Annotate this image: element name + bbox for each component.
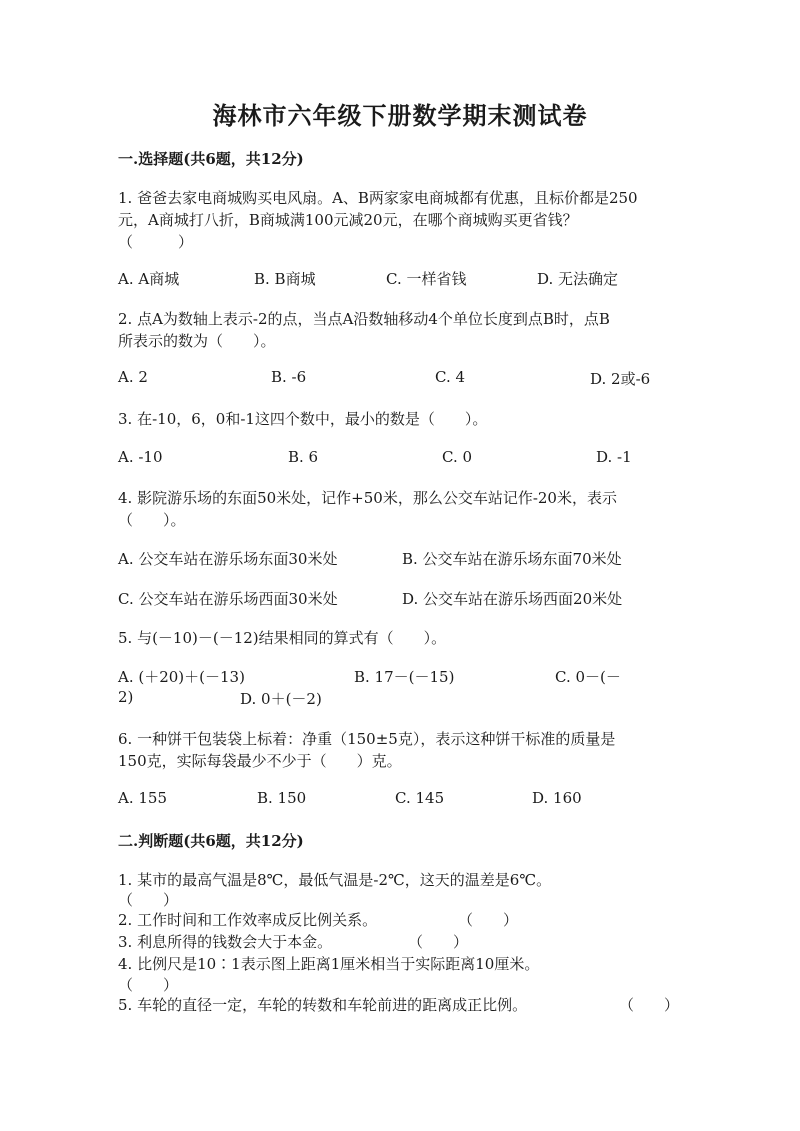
option-c[interactable]: C. 一样省钱 <box>386 270 467 288</box>
page-title: 海林市六年级下册数学期末测试卷 <box>212 101 588 130</box>
option-a[interactable]: A. 155 <box>118 789 167 807</box>
option-c-continued: 2) <box>118 688 134 706</box>
section-heading-judgement: 二.判断题(共6题，共12分) <box>118 832 304 850</box>
question-4-options-row-2 <box>118 588 688 610</box>
question-4-line-2: （ ）。 <box>118 511 186 529</box>
question-5-line-1: 5. 与(－10)－(－12)结果相同的算式有（ ）。 <box>118 629 447 647</box>
judgement-item-3-paren[interactable]: （ ） <box>408 933 469 951</box>
judgement-item-2-paren[interactable]: （ ） <box>458 911 519 929</box>
judgement-item-4-paren[interactable]: （ ） <box>118 976 179 994</box>
question-6-options <box>118 789 688 811</box>
question-5-options-row-1 <box>118 666 688 688</box>
option-a[interactable]: A. 2 <box>118 368 148 386</box>
option-d[interactable]: D. 公交车站在游乐场西面20米处 <box>402 590 623 608</box>
option-d[interactable]: D. 无法确定 <box>537 270 619 288</box>
question-3-line-1: 3. 在-10，6，0和-1这四个数中，最小的数是（ ）。 <box>118 410 488 428</box>
option-c[interactable]: C. 0 <box>442 448 473 466</box>
question-3-options <box>118 448 688 470</box>
question-6-line-1: 6. 一种饼干包装袋上标着：净重（150±5克），表示这种饼干标准的质量是 <box>118 730 616 748</box>
option-a[interactable]: A. A商城 <box>118 270 180 288</box>
question-4-line-1: 4. 影院游乐场的东面50米处，记作+50米，那么公交车站记作-20米，表示 <box>118 489 617 507</box>
question-1-blank: （ ） <box>118 233 194 251</box>
option-a[interactable]: A. (＋20)＋(－13) <box>118 668 245 686</box>
option-b[interactable]: B. 6 <box>288 448 319 466</box>
question-2-options <box>118 368 688 390</box>
option-c[interactable]: C. 公交车站在游乐场西面30米处 <box>118 590 338 608</box>
option-d[interactable]: D. -1 <box>596 448 632 466</box>
judgement-item-1-paren[interactable]: （ ） <box>118 891 179 909</box>
question-1-line-2: 元，A商城打八折，B商城满100元减20元，在哪个商城购买更省钱？ <box>118 211 578 229</box>
option-d[interactable]: D. 2或-6 <box>590 370 651 388</box>
option-b[interactable]: B. -6 <box>271 368 307 386</box>
judgement-item-5: 5. 车轮的直径一定，车轮的转数和车轮前进的距离成正比例。 <box>118 996 528 1014</box>
option-d[interactable]: D. 160 <box>532 789 582 807</box>
question-6-line-2: 150克，实际每袋最少不少于（ ）克。 <box>118 752 402 770</box>
judgement-item-3: 3. 利息所得的钱数会大于本金。 <box>118 933 333 951</box>
question-2-line-2: 所表示的数为（ ）。 <box>118 332 276 350</box>
judgement-item-2: 2. 工作时间和工作效率成反比例关系。 <box>118 911 378 929</box>
option-b[interactable]: B. 150 <box>257 789 307 807</box>
question-1-options <box>118 268 688 290</box>
judgement-item-5-paren[interactable]: （ ） <box>619 996 680 1014</box>
option-b[interactable]: B. 17－(－15) <box>354 668 455 686</box>
judgement-item-4: 4. 比例尺是10∶1表示图上距离1厘米相当于实际距离10厘米。 <box>118 955 540 973</box>
question-1-line-1: 1. 爸爸去家电商城购买电风扇。A、B两家家电商城都有优惠，且标价都是250 <box>118 189 638 207</box>
option-d[interactable]: D. 0＋(－2) <box>240 690 322 708</box>
question-2-line-1: 2. 点A为数轴上表示-2的点，当点A沿数轴移动4个单位长度到点B时，点B <box>118 310 610 328</box>
option-c[interactable]: C. 145 <box>395 789 445 807</box>
section-heading-choice: 一.选择题(共6题，共12分) <box>118 150 304 168</box>
option-b[interactable]: B. B商城 <box>254 270 316 288</box>
option-c[interactable]: C. 0－(－ <box>555 668 621 686</box>
question-4-options-row-1 <box>118 548 688 570</box>
option-b[interactable]: B. 公交车站在游乐场东面70米处 <box>402 550 622 568</box>
question-5-options-row-2 <box>118 688 688 710</box>
option-c[interactable]: C. 4 <box>435 368 466 386</box>
judgement-item-1: 1. 某市的最高气温是8℃，最低气温是-2℃，这天的温差是6℃。 <box>118 871 552 889</box>
option-a[interactable]: A. -10 <box>118 448 163 466</box>
option-a[interactable]: A. 公交车站在游乐场东面30米处 <box>118 550 338 568</box>
